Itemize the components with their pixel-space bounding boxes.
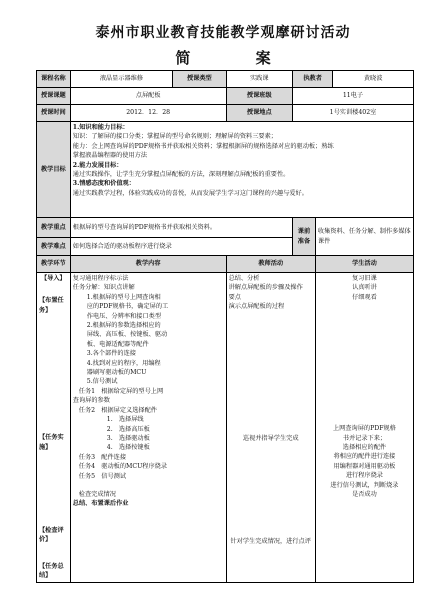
teacher-line: 针对学生完成情况，进行点评 (230, 538, 311, 546)
course-name-value: 液晶显示器维修 (70, 71, 172, 88)
student-line: 将相应的配件进行连接 (333, 453, 396, 461)
content-line: 5.信号测试 (86, 378, 118, 386)
key-point-label: 教学重点 (37, 218, 71, 238)
content-line: 任务5 信号测试 (78, 472, 127, 480)
content-line: 器刷写驱动板的MCU (86, 369, 147, 377)
lesson-type-label: 授课类型 (173, 71, 226, 88)
process-header-row (37, 256, 414, 273)
stage-implement: 【任务实施】 (39, 434, 64, 451)
goals-label: 教学目标 (37, 122, 71, 218)
goal-line: 通过实践操作，让学生充分掌握点屏配板的方法，深刻理解点屏配板的重要性。 (72, 171, 290, 179)
teacher-line: 巡视并指导学生完成 (242, 434, 299, 442)
content-line: 任务1 根据给定屏的型号上网 (78, 387, 164, 395)
student-line: 选择相应的配件 (342, 444, 387, 452)
header-teacher: 教师活动 (226, 256, 315, 273)
student-line: 仔细观看 (352, 293, 377, 301)
header-content: 教学内容 (70, 256, 226, 273)
student-line: 进行程序烧录 (345, 472, 383, 480)
teacher-line: 要点 (228, 293, 241, 301)
teacher-label: 执教者 (293, 71, 333, 88)
student-line: 书并记录下来； (342, 434, 387, 442)
content-line: 4. 选择按键板 (106, 444, 150, 452)
difficulty-value: 如何选择合适的驱动板程序进行烧录 (70, 238, 292, 256)
goal-line: 2.能力发展目标： (72, 161, 123, 169)
teacher-value: 黄晓波 (333, 71, 414, 88)
info-row-2 (37, 88, 414, 105)
content-line: 板、电源适配器等配件 (86, 340, 149, 348)
content-line: 2. 选择高压板 (106, 425, 150, 433)
teacher-line: 讲解点屏配板的步骤及操作 (228, 284, 303, 292)
document-subtitle: 简 案 (175, 49, 301, 67)
content-line: 总结、布置课后作业 (72, 500, 129, 508)
course-name-label: 课程名称 (37, 71, 71, 88)
stage-summary: 【任务总结】 (39, 562, 64, 580)
content-line: 查询屏的参数 (72, 397, 110, 405)
process-body-row (37, 273, 414, 583)
info-row-3 (37, 105, 414, 122)
goal-line: 能力：会上网查询屏的PDF规格书并获取相关资料；掌握根据屏的规格选择对应的驱动板；熟练 (72, 142, 334, 150)
content-line: 1.根据屏的型号上网查询相 (86, 293, 161, 301)
goals-content (70, 122, 413, 218)
teacher-line: 总结、分析 (228, 275, 260, 282)
content-line: 检查完成情况 (78, 490, 116, 498)
location-value: 1号实训楼402室 (293, 105, 414, 122)
goals-row (37, 122, 414, 218)
difficulty-label: 教学难点 (37, 238, 71, 256)
goal-line: 知识：了解屏的接口分类；掌握屏的型号命名规则；理解屏的资料三要素； (72, 133, 277, 141)
content-line: 作电压、分辨率和接口类型 (86, 312, 162, 320)
stage-intro: 【导入】 (41, 275, 66, 282)
topic-value: 点屏配板 (70, 88, 226, 105)
student-line: 是否成功 (352, 491, 377, 499)
key-point-row (37, 218, 414, 238)
student-line: 进行信号测试，判断烧录 (330, 481, 399, 489)
student-line: 用编程器对通用驱动板 (333, 462, 396, 470)
info-row-1 (37, 71, 414, 88)
key-point-value: 根据屏的型号查询屏的PDF规格书并获取相关资料。 (70, 218, 292, 238)
teacher-column (226, 273, 315, 583)
content-line: 2.根据屏的参数选择相应的 (86, 322, 161, 330)
content-line: 任务3 配件连接 (78, 453, 127, 461)
student-line: 认真听讲 (352, 284, 377, 292)
goal-line: 通过实践教学过程，体验实践成功的喜悦，从而发展学生学习这门课程的兴趣与爱好。 (72, 189, 308, 197)
header-stage: 教学环节 (37, 256, 71, 273)
time-label: 授课时间 (37, 105, 71, 122)
student-line: 上网查询屏的PDF规格 (332, 425, 396, 433)
content-line: 1. 选择屏线 (106, 416, 144, 424)
content-line: 任务2 根据屏定义选择配件 (78, 406, 157, 414)
content-line: 应的PDF规格书，确定屏的工 (86, 303, 169, 311)
stage-check: 【检查评价】 (39, 527, 64, 544)
teacher-line: 演示点屏配板的过程 (228, 303, 285, 311)
lesson-type-value: 实践课 (226, 71, 292, 88)
content-line: 3.各个部件的连接 (86, 350, 136, 358)
preparation-label: 课前准备 (293, 218, 316, 256)
goal-line: 掌握液晶编程器的使用方法 (72, 152, 148, 160)
content-line: 4.找到对应的程序，用编程 (86, 359, 161, 367)
student-column (315, 273, 413, 583)
time-value: 2012．12．28 (70, 105, 226, 122)
lesson-plan-table (36, 70, 414, 583)
student-line: 复习旧课 (352, 275, 377, 282)
header-student: 学生活动 (315, 256, 413, 273)
content-column (70, 273, 226, 583)
goal-line: 1.知识和能力目标： (72, 124, 129, 131)
content-line: 任务4 驱动板的MCU程序烧录 (78, 463, 168, 471)
content-line: 3. 选择驱动板 (106, 434, 150, 442)
content-line: 屏线、高压板、按键板、驱动 (86, 331, 168, 339)
content-line: 复习通用程序标示法 (72, 275, 129, 282)
location-label: 授课地点 (226, 105, 292, 122)
content-line: 任务分解：知识点讲解 (72, 284, 135, 292)
stage-assign: 【布置任务】 (39, 297, 64, 314)
class-value: 11电子 (293, 88, 414, 105)
stage-column (37, 273, 71, 583)
class-label: 授课班级 (226, 88, 292, 105)
document-title: 泰州市职业教育技能教学观摩研讨活动 (95, 25, 351, 41)
goal-line: 3.情感态度和价值观： (72, 180, 135, 188)
topic-label: 授课课题 (37, 88, 71, 105)
preparation-value: 收集资料、任务分解、制作多媒体课件 (315, 218, 413, 256)
